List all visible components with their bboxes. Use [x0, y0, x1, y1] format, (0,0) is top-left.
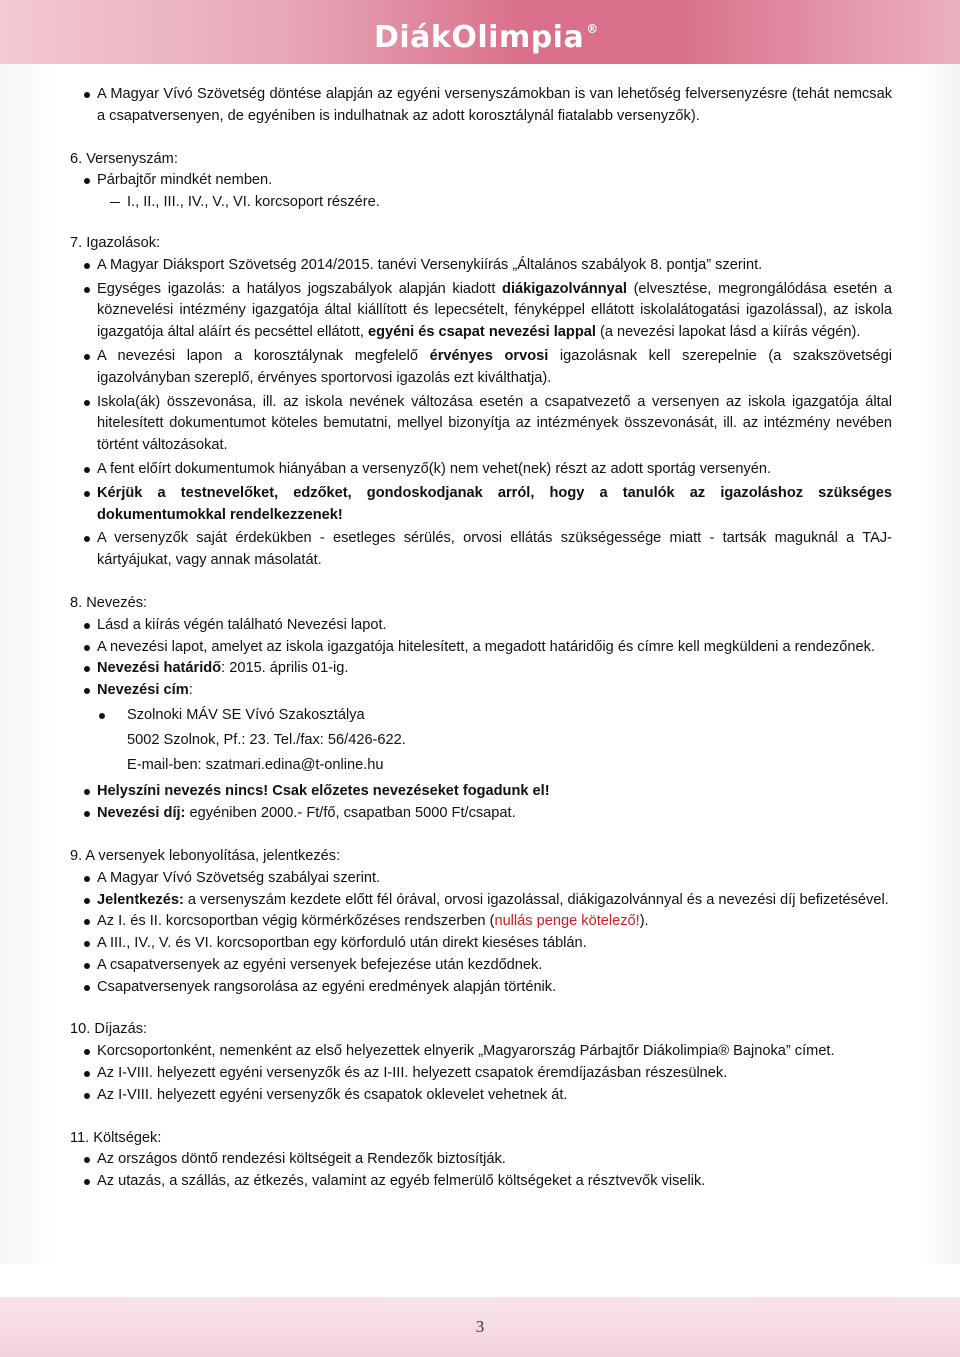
list-item: A nevezési lapot, amelyet az iskola igazgatója hitelesített, a megadott határidőig és címre kell megküldeni a rendezőnek. — [70, 637, 892, 659]
list-item: Az országos döntő rendezési költségeit a Rendezők biztosítják. — [70, 1149, 892, 1171]
address-line: Szolnoki MÁV SE Vívó Szakosztálya — [70, 705, 892, 727]
list-item: Lásd a kiírás végén található Nevezési lapot. — [70, 615, 892, 637]
list-item: A III., IV., V. és VI. korcsoportban egy körforduló után direkt kieséses táblán. — [70, 933, 892, 955]
list-item: Jelentkezés: a versenyszám kezdete előtt fél órával, orvosi igazolással, diákigazolvánnyal és a nevezési díj befizetésével. — [70, 890, 892, 912]
list-item: A versenyzők saját érdekükben - esetleges sérülés, orvosi ellátás szükségessége miatt - tartsák maguknál a TAJ-kártyájukat, vagy annak másolatát. — [70, 528, 892, 572]
list-item: Iskola(ák) összevonása, ill. az iskola nevének változása esetén a csapatvezető a versenyen az iskola igazgatója által hitelesített dokumentumot köteles bemutatni, mellyel bizonyítja az intézmények összevonását, ill. az intézmény nevében történt változásokat. — [70, 392, 892, 457]
list-item: A csapatversenyek az egyéni versenyek befejezése után kezdődnek. — [70, 955, 892, 977]
list-item: Az I-VIII. helyezett egyéni versenyzők és csapatok oklevelet vehetnek át. — [70, 1085, 892, 1107]
list-item: A Magyar Diáksport Szövetség 2014/2015. tanévi Versenykiírás „Általános szabályok 8. pontja” szerint. — [70, 255, 892, 277]
page-number: 3 — [475, 1317, 485, 1336]
email-line: E-mail-ben: szatmari.edina@t-online.hu — [127, 756, 384, 773]
list-item: A nevezési lapon a korosztálynak megfelelő érvényes orvosi igazolásnak kell szerepelnie (a szakszövetségi igazolványban szereplő, érvényes sportorvosi igazolás ezt kiválthatja). — [70, 346, 892, 390]
list-item: Nevezési cím: — [70, 680, 892, 702]
document-body — [70, 84, 892, 1193]
list-item: Az utazás, a szállás, az étkezés, valamint az egyéb felmerülő költségeket a résztvevők viselik. — [70, 1171, 892, 1193]
email-link[interactable]: szatmari.edina@t-online.hu — [205, 756, 384, 773]
section-heading-7: 7. Igazolások: — [70, 234, 161, 251]
section-heading-11: 11. Költségek: — [70, 1129, 162, 1146]
left-margin-shade — [0, 64, 58, 1264]
address-line: 5002 Szolnok, Pf.: 23. Tel./fax: 56/426-622. — [127, 731, 406, 748]
sub-list-item: I., II., III., IV., V., VI. korcsoport részére. — [70, 192, 892, 214]
list-item: Egységes igazolás: a hatályos jogszabályok alapján kiadott diákigazolvánnyal (elvesztése, megrongálódása esetén a köznevelési intézmény igazgatója által kiállított és lepecsételt, fényképpel ellátott iskolalátogatási igazolással), az iskola igazgatója által aláírt és pecséttel ellátott, egyéni és csapat nevezési lappal (a nevezési lapokat lásd a kiírás végén). — [70, 279, 892, 344]
list-item: Nevezési határidő: 2015. április 01-ig. — [70, 658, 892, 680]
list-item: Párbajtőr mindkét nemben. — [70, 170, 892, 192]
list-item: Kérjük a testnevelőket, edzőket, gondoskodjanak arról, hogy a tanulók az igazoláshoz szükséges dokumentumokkal rendelkezzenek! — [70, 483, 892, 527]
section-heading-9: 9. A versenyek lebonyolítása, jelentkezés: — [70, 847, 341, 864]
list-item: Az I. és II. korcsoportban végig körmérkőzéses rendszerben (nullás penge kötelező!). — [70, 911, 892, 933]
list-item: Korcsoportonként, nemenként az első helyezettek elnyerik „Magyarország Párbajtőr Diákolimpia® Bajnoka” címet. — [70, 1041, 892, 1063]
list-item: A Magyar Vívó Szövetség szabályai szerint. — [70, 868, 892, 890]
list-item: Helyszíni nevezés nincs! Csak előzetes nevezéseket fogadunk el! — [70, 781, 892, 803]
list-item: A Magyar Vívó Szövetség döntése alapján az egyéni versenyszámokban is van lehetőség felversenyzésre (tehát nemcsak a csapatversenyen, de egyéniben is indulhatnak az adott korosztálynál fiatalabb versenyzők). — [70, 84, 892, 128]
list-item: Csapatversenyek rangsorolása az egyéni eredmények alapján történik. — [70, 977, 892, 999]
registered-mark: ® — [586, 22, 599, 36]
logo-text: DiákOlimpia — [374, 20, 585, 55]
header-band — [0, 0, 960, 64]
list-item: A fent előírt dokumentumok hiányában a versenyző(k) nem vehet(nek) részt az adott sportág versenyén. — [70, 459, 892, 481]
diakolimpia-logo — [374, 20, 599, 60]
right-margin-shade — [924, 64, 960, 1264]
section-heading-6: 6. Versenyszám: — [70, 150, 178, 167]
list-item: Nevezési díj: egyéniben 2000.- Ft/fő, csapatban 5000 Ft/csapat. — [70, 803, 892, 825]
section-heading-10: 10. Díjazás: — [70, 1021, 148, 1038]
list-item: Az I-VIII. helyezett egyéni versenyzők és az I-III. helyezett csapatok éremdíjazásban részesülnek. — [70, 1063, 892, 1085]
section-heading-8: 8. Nevezés: — [70, 594, 148, 611]
